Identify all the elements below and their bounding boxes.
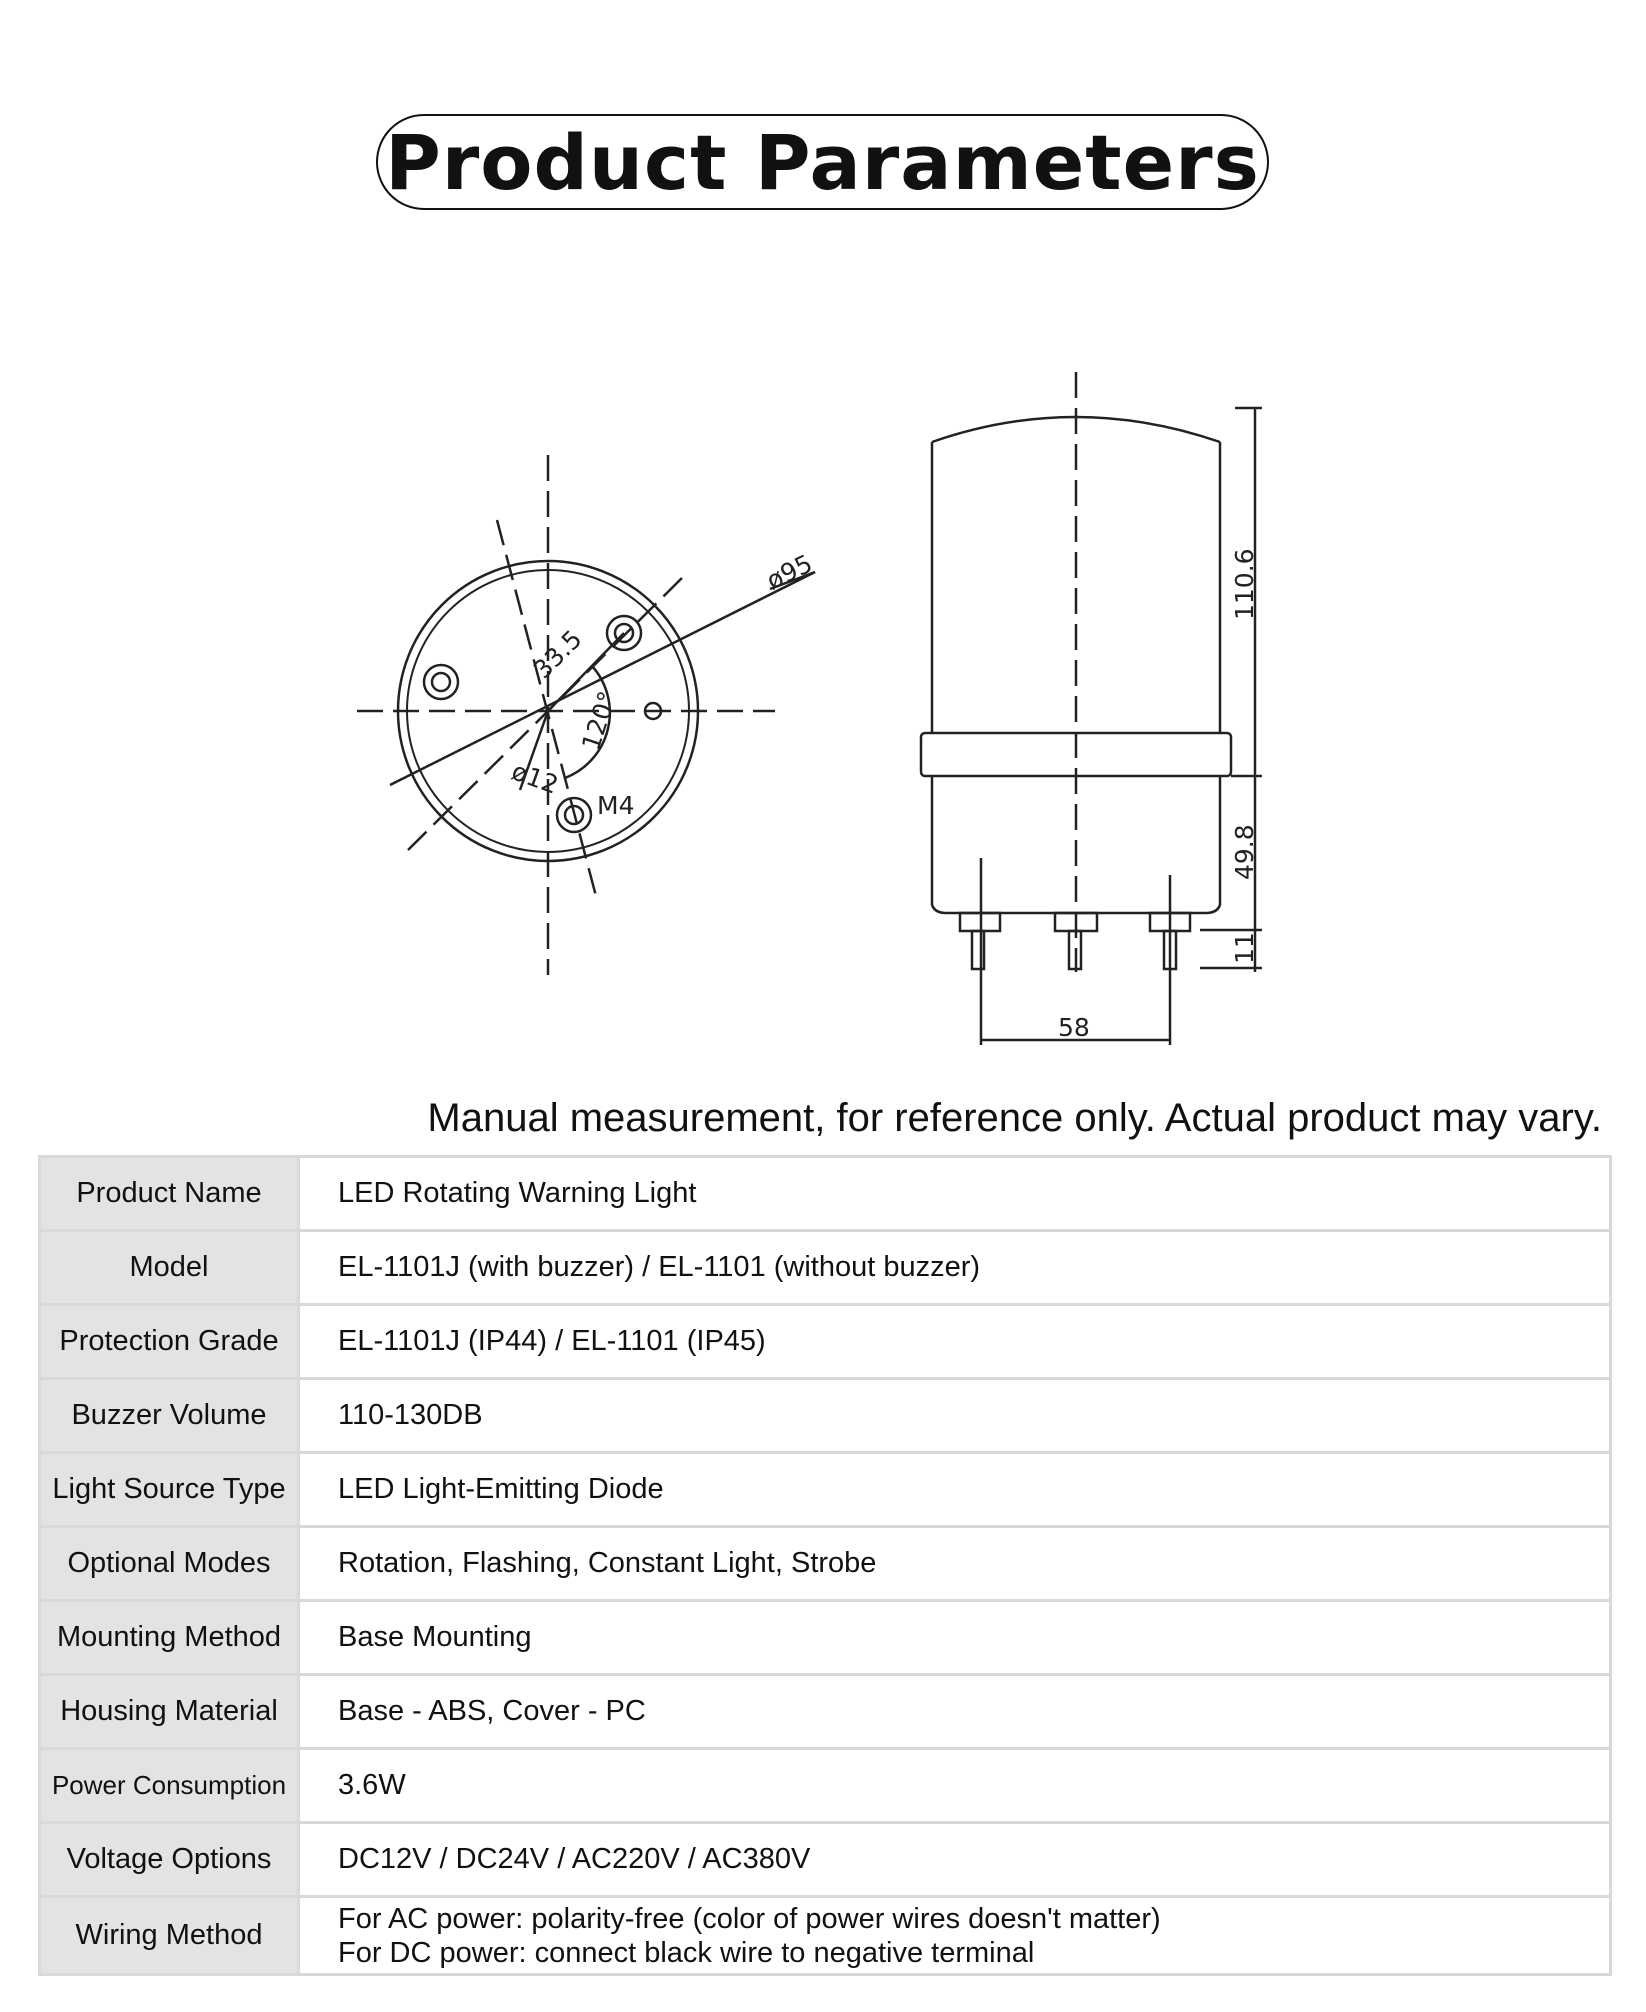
height-label: 110.6	[1230, 548, 1259, 620]
spec-label: Mounting Method	[40, 1601, 299, 1675]
spec-value: LED Light-Emitting Diode	[299, 1453, 1611, 1527]
spec-value: EL-1101J (with buzzer) / EL-1101 (without buzzer)	[299, 1231, 1611, 1305]
spec-label: Model	[40, 1231, 299, 1305]
measurement-note: Manual measurement, for reference only. Actual product may vary.	[427, 1096, 1602, 1140]
spec-label: Light Source Type	[40, 1453, 299, 1527]
spec-value: Base - ABS, Cover - PC	[299, 1675, 1611, 1749]
pin-height-label: 11	[1230, 932, 1259, 964]
table-row	[40, 1453, 1611, 1527]
spec-label: Protection Grade	[40, 1305, 299, 1379]
table-row	[40, 1231, 1611, 1305]
spec-value: DC12V / DC24V / AC220V / AC380V	[299, 1823, 1611, 1897]
table-row	[40, 1601, 1611, 1675]
radius-label: 33.5	[527, 624, 588, 685]
spec-value: 110-130DB	[299, 1379, 1611, 1453]
spec-value	[299, 1897, 1611, 1975]
spec-label: Wiring Method	[40, 1897, 299, 1975]
spec-label: Optional Modes	[40, 1527, 299, 1601]
side-view-drawing	[921, 372, 1262, 1045]
hole-label: ø12	[507, 756, 563, 800]
pin-span-label: 58	[1058, 1013, 1090, 1042]
table-row	[40, 1379, 1611, 1453]
spec-label: Power Consumption	[40, 1749, 299, 1823]
spec-value: Rotation, Flashing, Constant Light, Strobe	[299, 1527, 1611, 1601]
wiring-line: For DC power: connect black wire to negative terminal	[338, 1936, 1035, 1969]
screw-label: M4	[597, 791, 635, 820]
table-row	[40, 1527, 1611, 1601]
spec-value: 3.6W	[299, 1749, 1611, 1823]
technical-drawing	[0, 360, 1646, 1060]
spec-label: Buzzer Volume	[40, 1379, 299, 1453]
spec-value: Base Mounting	[299, 1601, 1611, 1675]
table-row	[40, 1305, 1611, 1379]
table-row	[40, 1749, 1611, 1823]
table-row	[40, 1897, 1611, 1975]
spec-label: Housing Material	[40, 1675, 299, 1749]
table-row	[40, 1675, 1611, 1749]
spec-label: Product Name	[40, 1157, 299, 1231]
angle-label: 120°	[576, 687, 623, 754]
table-row	[40, 1823, 1611, 1897]
base-height-label: 49.8	[1230, 824, 1259, 880]
diameter-label: ø95	[761, 548, 817, 596]
table-row	[40, 1157, 1611, 1231]
spec-table	[38, 1155, 1612, 1976]
wiring-line: For AC power: polarity-free (color of power wires doesn't matter)	[338, 1902, 1161, 1935]
page-title: Product Parameters	[385, 117, 1260, 207]
title-banner	[376, 114, 1269, 210]
spec-value: EL-1101J (IP44) / EL-1101 (IP45)	[299, 1305, 1611, 1379]
spec-label: Voltage Options	[40, 1823, 299, 1897]
spec-value: LED Rotating Warning Light	[299, 1157, 1611, 1231]
